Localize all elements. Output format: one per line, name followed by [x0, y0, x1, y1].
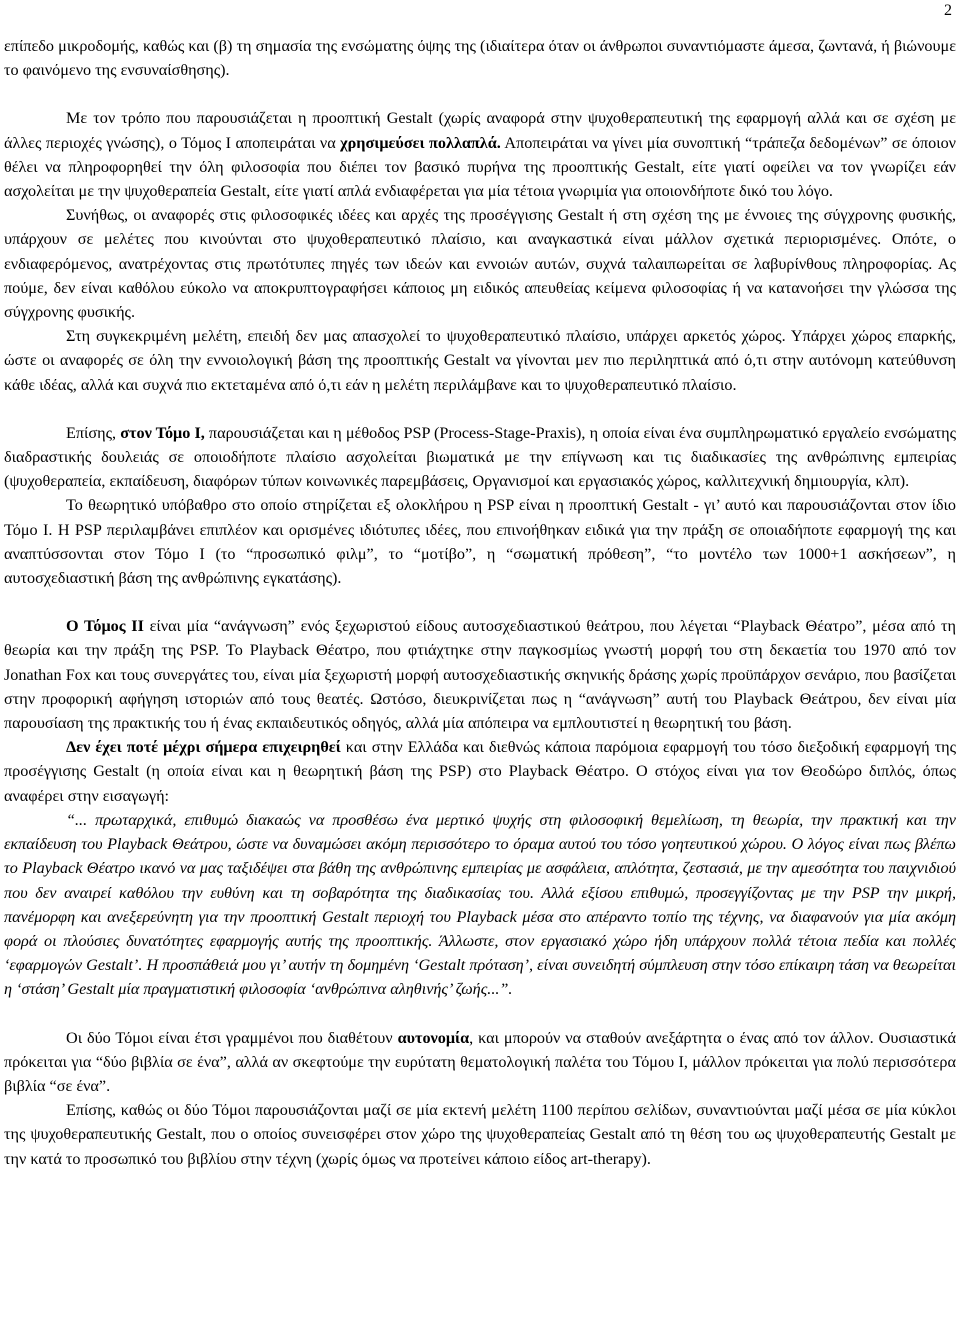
block-quote: “... πρωταρχικά, επιθυμώ διακαώς να προσθέσω ένα μερτικό ψυχής στη φιλοσοφική θεμελίωση, τη θεωρία, την πρακτική και την εκπαίδευση του Playback Θεάτρου, ώστε να δυναμώσει ακόμη περισσότερο το όραμα αυτού του τόσο γοητευτικού χώρου. Ο λόγος είναι πως βλέπω το Playback Θέατρο ικανό να μας ταξιδέψει στα βάθη της ανθρώπινης εμπειρίας με ασφάλεια, απλότητα, ζεστασιά, με την αμεσότητα του παιχνιδιού που δεν αναιρεί καθόλου την ευθύνη και τη σοβαρότητα της διαδικασίας του. Αλλά εξίσου επιθυμώ, προσεγγίζοντας με την PSP την μικρή, πανέμορφη και ανεξερεύνητη για την προοπτική Gestalt περιοχή του Playback μέσα στο απέραντο τοπίο της τέχνης, να διαφανούν για μία ακόμη φορά οι πλούσιες δυνατότητες εφαρμογής αυτής της προοπτικής. Άλλωστε, στον εργασιακό χώρο ήδη υπάρχουν πολλά τέτοια πεδία και πολλές ‘εφαρμογών Gestalt’. Η προσπάθειά μου γι’ αυτήν τη δομημένη ‘Gestalt πρόταση’, είναι συνειδητή σύμπλευση στην τόσο επίκαιρη τάση να θεωρείται η ‘στάση’ Gestalt μία πραγματιστική φιλοσοφία ‘ανθρώπινα αληθινής’ ζωής...”. [4, 810, 956, 999]
paragraph-1: επίπεδο μικροδομής, καθώς και (β) τη σημασία της ενσώματης όψης της (ιδιαίτερα όταν οι άνθρωποι συναντιόμαστε άμεσα, ζωντανά, ή βιώνουμε το φαινόμενο της ενσυναίσθησης). [4, 37, 956, 80]
emphasis-text: Ο Τόμος ΙΙ [66, 617, 144, 636]
paragraph-3: Συνήθως, οι αναφορές στις φιλοσοφικές ιδέες και αρχές της προσέγγισης Gestalt ή στη σχέση της με έννοιες της σύγχρονης φυσικής, υπάρχουν σε μελέτες που κινούνται στο ψυχοθεραπευτικό πλαίσιο, και αναγκαστικά είναι μάλλον σχετικά περιορισμένες. Οπότε, ο ενδιαφερόμενος, ανατρέχοντας στις πρωτότυπες πηγές των ιδεών και εννοιών αυτών, συχνά ταλαιπωρείται σε λαβυρίνθους πληροφορίας. Ας πούμε, δεν είναι καθόλου εύκολο να αποκρυπτογραφήσει κάποιος μη ειδικός απευθείας κείμενα φιλοσοφίας ή να κατανοήσει την γλώσσα της σύγχρονης φυσικής. [4, 206, 956, 322]
page-number: 2 [944, 2, 952, 19]
paragraph-5: Επίσης, στον Τόμο Ι, παρουσιάζεται και η μέθοδος PSP (Process-Stage-Praxis), η οποία είναι ένα συμπληρωματικό εργαλείο ενσώματης διαδραστικής δουλειάς σε οποιοδήποτε πλαίσιο ασχολείται βιωματικά με την επίγνωση και τις διαδικασίες της ανθρώπινης εμπειρίας (ψυχοθεραπεία, εκπαίδευση, διαφόρων τύπων κοινωνικές παρεμβάσεις, Οργανισμοί και εργασιακός χώρος, καλλιτεχνική δημιουργία, κλπ). [4, 423, 956, 491]
paragraph-6: Το θεωρητικό υπόβαθρο στο οποίο στηρίζεται εξ ολοκλήρου η PSP είναι η προοπτική Gestalt - γι’ αυτό και παρουσιάζονται στον ίδιο Τόμο Ι. Η PSP περιλαμβάνει επιπλέον και ορισμένες ιδιότυπες ιδέες, που επινοήθηκαν ειδικά για την πράξη σε οποιαδήποτε εφαρμογή της και αναπτύσσονται στον Τόμο Ι (το “προσωπικό φιλμ”, το “μοτίβο”, η “σωματική πρόθεση”, “το μοντέλο των 1000+1 ασκήσεων”, η αυτοσχεδιαστική βάση της ανθρώπινης εγκατάσης). [4, 496, 956, 588]
emphasis-text: Δεν έχει ποτέ μέχρι σήμερα επιχειρηθεί [66, 738, 341, 757]
paragraph-4: Στη συγκεκριμένη μελέτη, επειδή δεν μας απασχολεί το ψυχοθεραπευτικό πλαίσιο, υπάρχει αρκετός χώρος. Υπάρχει χώρος επαρκής, ώστε οι αναφορές σε όλη την εννοιολογική βάση της προοπτικής Gestalt να γίνονται μεν πιο περιληπτικά από ό,τι στην αυτόνομη κατεύθυνση κάθε ιδέας, αλλά και συχνά πιο εκτεταμένα από ό,τι εάν η μελέτη περιλάμβανε και το ψυχοθεραπευτικό πλαίσιο. [4, 327, 956, 394]
paragraph-10: Επίσης, καθώς οι δύο Τόμοι παρουσιάζονται μαζί σε μία εκτενή μελέτη 1100 περίπου σελίδων, συναντιούνται μαζί μέσα σε μία κύκλοι της ψυχοθεραπευτικής Gestalt, που ο οποίος συνεισφέρει στον χώρο της ψυχοθεραπείας Gestalt από τη θέση του ως ψυχοθεραπευτής Gestalt με την κατά το προσωπικό του βιβλίου στην τέχνη (χωρίς όμως να προτείνει κάποιο είδος art-therapy). [4, 1101, 956, 1168]
paragraph-9: Οι δύο Τόμοι είναι έτσι γραμμένοι που διαθέτουν αυτονομία, και μπορούν να σταθούν ανεξάρτητα ο ένας από τον άλλον. Ουσιαστικά πρόκειται για “δύο βιβλία σε ένα”, αλλά αν σκεφτούμε την ευρύτατη θεματολογική παλέτα του Τόμου Ι, μάλλον πρόκειται για πολύ περισσότερα βιβλία “σε ένα”. [4, 1028, 956, 1095]
paragraph-8: Δεν έχει ποτέ μέχρι σήμερα επιχειρηθεί και στην Ελλάδα και διεθνώς κάποια παρόμοια εφαρμογή του τόσο διεξοδική εφαρμογή της προσέγγισης Gestalt (η οποία είναι και η θεωρητική βάση της PSP) στο Playback Θέατρο. Ο στόχος είναι για τον Θεοδώρο διπλός, όπως αναφέρει στην εισαγωγή: [4, 738, 957, 805]
document-body [4, 34, 956, 1171]
emphasis-text: χρησιμεύσει πολλαπλά. [340, 133, 501, 152]
emphasis-text: αυτονομία [397, 1028, 470, 1047]
paragraph-2: Με τον τρόπο που παρουσιάζεται η προοπτική Gestalt (χωρίς αναφορά στην ψυχοθεραπευτική της εφαρμογή αλλά και σε σχέση με άλλες περιοχές γνώσης), ο Τόμος Ι αποπειράται να χρησιμεύσει πολλαπλά. Αποπειράται να γίνει μία συνοπτική “τράπεζα δεδομένων” σε όποιον θέλει να πληροφορηθεί την όλη φιλοσοφία που διέπει τον βασικό πυρήνα της προοπτικής Gestalt, είτε γιατί οφείλει να τον γνωρίζει εάν ασχολείται με την ψυχοθεραπεία Gestalt, είτε γιατί απλά ενδιαφέρεται για μία τέτοια γνωριμία για οποιονδήποτε δικό του λόγο. [4, 109, 956, 201]
emphasis-text: στον Τόμο Ι, [120, 423, 205, 442]
paragraph-7: Ο Τόμος ΙΙ είναι μία “ανάγνωση” ενός ξεχωριστού είδους αυτοσχεδιαστικού θεάτρου, που λέγεται “Playback Θέατρο”, μέσα από τη θεωρία και την πράξη της PSP. Το Playback Θέατρο, που φτιάχτηκε στην παγκοσμίως γνωστή μορφή του στη δεκαετία του 1970 από τον Jonathan Fox και τους συνεργάτες του, είναι μία ξεχωριστή μορφή αυτοσχεδιαστικής σκηνικής δράσης χωρίς προϋπάρχον σενάριο, που βασίζεται στην προφορική αφήγηση ιστοριών από τους θεατές. Ωστόσο, διευκρινίζεται πως η “ανάγνωση” αυτή του Playback Θεάτρου, δεν είναι μία παρουσίαση της πρακτικής του ή ένας εκπαιδευτικός οδηγός, αλλά μία απόπειρα να εμπλουτιστεί η θεωρητική του βάση. [4, 617, 956, 733]
